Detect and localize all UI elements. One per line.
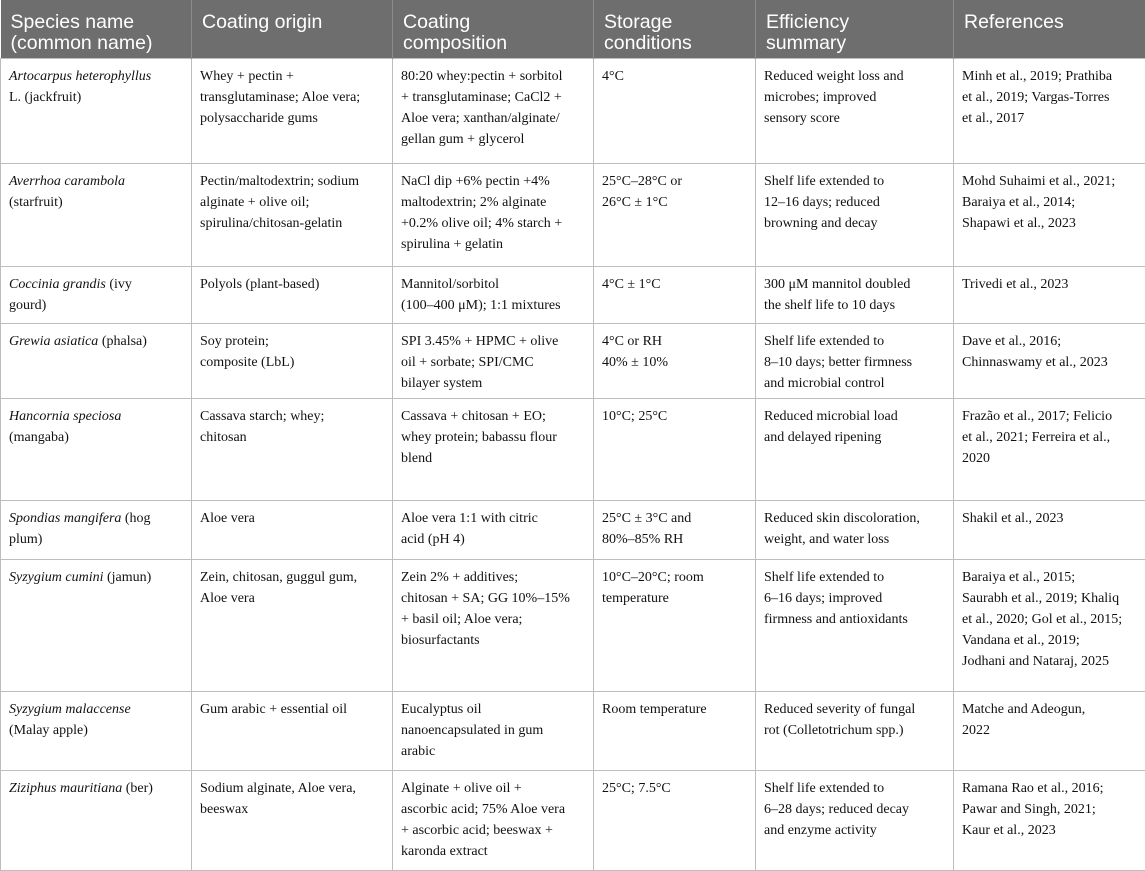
header-efficiency-summary: Efficiency summary — [756, 0, 954, 58]
origin-cell: Soy protein; composite (LbL) — [192, 323, 393, 398]
composition-cell: Zein 2% + additives; chitosan + SA; GG 10%–15% + basil oil; Aloe vera; biosurfactants — [393, 559, 594, 691]
species-cell — [1, 770, 192, 870]
species-common: (phalsa) — [98, 334, 147, 349]
origin-cell: Zein, chitosan, guggul gum, Aloe vera — [192, 559, 393, 691]
references-cell: Minh et al., 2019; Prathiba et al., 2019; Vargas-Torres et al., 2017 — [954, 58, 1145, 163]
references-cell: Mohd Suhaimi et al., 2021; Baraiya et al., 2014; Shapawi et al., 2023 — [954, 163, 1145, 266]
efficiency-cell: Shelf life extended to 6–28 days; reduced decay and enzyme activity — [756, 770, 954, 870]
species-common: (ber) — [122, 781, 153, 796]
efficiency-cell: Shelf life extended to 8–10 days; better firmness and microbial control — [756, 323, 954, 398]
species-common: (jamun) — [103, 570, 151, 585]
origin-cell: Sodium alginate, Aloe vera, beeswax — [192, 770, 393, 870]
table-row — [1, 266, 1145, 323]
origin-cell: Polyols (plant-based) — [192, 266, 393, 323]
header-references: References — [954, 0, 1145, 58]
storage-cell: 10°C–20°C; room temperature — [594, 559, 756, 691]
header-storage-conditions: Storage conditions — [594, 0, 756, 58]
storage-cell: 4°C — [594, 58, 756, 163]
efficiency-cell: 300 μM mannitol doubled the shelf life to 10 days — [756, 266, 954, 323]
species-common: (hog plum) — [9, 511, 151, 547]
efficiency-cell: Reduced weight loss and microbes; improved sensory score — [756, 58, 954, 163]
table-row — [1, 58, 1145, 163]
efficiency-cell: Shelf life extended to 6–16 days; improved firmness and antioxidants — [756, 559, 954, 691]
species-cell — [1, 500, 192, 559]
storage-cell: 25°C–28°C or 26°C ± 1°C — [594, 163, 756, 266]
composition-cell: 80:20 whey:pectin + sorbitol + transglutaminase; CaCl2 + Aloe vera; xanthan/alginate/ gellan gum + glycerol — [393, 58, 594, 163]
table-row — [1, 559, 1145, 691]
references-cell: Trivedi et al., 2023 — [954, 266, 1145, 323]
storage-cell: 4°C ± 1°C — [594, 266, 756, 323]
table-row — [1, 500, 1145, 559]
efficiency-cell: Shelf life extended to 12–16 days; reduced browning and decay — [756, 163, 954, 266]
storage-cell: 25°C ± 3°C and 80%–85% RH — [594, 500, 756, 559]
species-latin: Artocarpus heterophyllus — [9, 69, 151, 84]
table-row — [1, 323, 1145, 398]
references-cell: Shakil et al., 2023 — [954, 500, 1145, 559]
species-latin: Syzygium cumini — [9, 570, 103, 585]
species-common: L. (jackfruit) — [9, 90, 81, 105]
storage-cell: Room temperature — [594, 691, 756, 770]
species-common: (mangaba) — [9, 430, 69, 445]
origin-cell: Aloe vera — [192, 500, 393, 559]
header-coating-origin: Coating origin — [192, 0, 393, 58]
header-species: Species name (common name) — [1, 0, 192, 58]
species-cell — [1, 58, 192, 163]
header-coating-composition: Coating composition — [393, 0, 594, 58]
origin-cell: Whey + pectin + transglutaminase; Aloe vera; polysaccharide gums — [192, 58, 393, 163]
species-cell — [1, 559, 192, 691]
species-latin: Spondias mangifera — [9, 511, 121, 526]
table-row — [1, 398, 1145, 500]
composition-cell: Eucalyptus oil nanoencapsulated in gum arabic — [393, 691, 594, 770]
species-latin: Syzygium malaccense — [9, 702, 131, 717]
references-cell: Dave et al., 2016; Chinnaswamy et al., 2023 — [954, 323, 1145, 398]
species-latin: Coccinia grandis — [9, 277, 106, 292]
composition-cell: Aloe vera 1:1 with citric acid (pH 4) — [393, 500, 594, 559]
species-cell — [1, 691, 192, 770]
species-common: (ivy gourd) — [9, 277, 132, 313]
species-latin: Grewia asiatica — [9, 334, 98, 349]
composition-cell: Alginate + olive oil + ascorbic acid; 75% Aloe vera + ascorbic acid; beeswax + karonda extract — [393, 770, 594, 870]
species-common: (starfruit) — [9, 195, 63, 210]
references-cell: Baraiya et al., 2015; Saurabh et al., 2019; Khaliq et al., 2020; Gol et al., 2015; Vandana et al., 2019; Jodhani and Nataraj, 2025 — [954, 559, 1145, 691]
species-common: (Malay apple) — [9, 723, 88, 738]
table-row — [1, 691, 1145, 770]
efficiency-cell: Reduced microbial load and delayed ripening — [756, 398, 954, 500]
species-cell — [1, 323, 192, 398]
composition-cell: NaCl dip +6% pectin +4% maltodextrin; 2% alginate +0.2% olive oil; 4% starch + spirulina + gelatin — [393, 163, 594, 266]
species-latin: Averrhoa carambola — [9, 174, 125, 189]
header-row — [1, 0, 1145, 58]
species-cell — [1, 398, 192, 500]
references-cell: Frazão et al., 2017; Felicio et al., 2021; Ferreira et al., 2020 — [954, 398, 1145, 500]
origin-cell: Pectin/maltodextrin; sodium alginate + olive oil; spirulina/chitosan-gelatin — [192, 163, 393, 266]
storage-cell: 10°C; 25°C — [594, 398, 756, 500]
storage-cell: 4°C or RH 40% ± 10% — [594, 323, 756, 398]
composition-cell: SPI 3.45% + HPMC + olive oil + sorbate; SPI/CMC bilayer system — [393, 323, 594, 398]
species-cell — [1, 266, 192, 323]
origin-cell: Cassava starch; whey; chitosan — [192, 398, 393, 500]
composition-cell: Cassava + chitosan + EO; whey protein; babassu flour blend — [393, 398, 594, 500]
table-row — [1, 770, 1145, 870]
origin-cell: Gum arabic + essential oil — [192, 691, 393, 770]
storage-cell: 25°C; 7.5°C — [594, 770, 756, 870]
species-latin: Hancornia speciosa — [9, 409, 121, 424]
references-cell: Matche and Adeogun, 2022 — [954, 691, 1145, 770]
table-row — [1, 163, 1145, 266]
efficiency-cell: Reduced severity of fungal rot (Colletotrichum spp.) — [756, 691, 954, 770]
composition-cell: Mannitol/sorbitol (100–400 μM); 1:1 mixtures — [393, 266, 594, 323]
species-cell — [1, 163, 192, 266]
efficiency-cell: Reduced skin discoloration, weight, and water loss — [756, 500, 954, 559]
references-cell: Ramana Rao et al., 2016; Pawar and Singh, 2021; Kaur et al., 2023 — [954, 770, 1145, 870]
species-latin: Ziziphus mauritiana — [9, 781, 122, 796]
